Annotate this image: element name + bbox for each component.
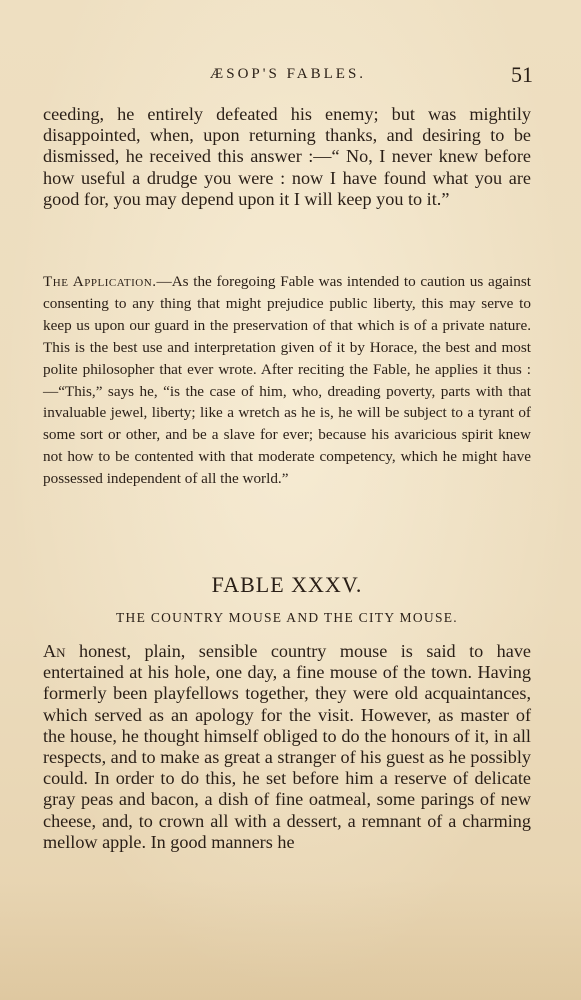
application-text: —As the foregoing Fable was intended to caution us against consenting to any thing that might prejudice public liberty, this may serve to keep us upon our guard in the preservation of that which is of a private nature. This is the best use and interpretation given of it by Horace, the best and most polite philosopher that ever wrote. After reciting the Fable, he applies it thus :—“This,” says he, “is the case of him, who, dreading poverty, parts with that invaluable jewel, liberty; like a wretch as he is, he will be subject to a tyrant of some sort or other, and be a slave for ever; because his avaricious spirit knew not how to be contented with that moderate competency, which he might have possessed independent of all the world.” bbox=[43, 273, 531, 488]
fable-title: FABLE XXXV. bbox=[211, 572, 363, 597]
page-number: 51 bbox=[511, 62, 533, 87]
application-paragraph bbox=[43, 271, 531, 490]
fable-text: honest, plain, sensible country mouse is said to have entertained at his hole, one day, a fine mouse of the town. Having formerly been playfellows together, they were old acquaintances, which served as an apology for the visit. However, as master of the house, he thought himself obliged to do the honours of it, in all respects, and to make as great a stranger of his guest as he possibly could. In order to do this, he set before him a reserve of delicate gray peas and bacon, a dish of fine oatmeal, some parings of new cheese, and, to crown all with a dessert, a remnant of a charming mellow apple. In good manners he bbox=[43, 641, 531, 852]
fable-paragraph bbox=[43, 641, 531, 853]
fable-subtitle: THE COUNTRY MOUSE AND THE CITY MOUSE. bbox=[116, 610, 458, 625]
paragraph-continuation: ceeding, he entirely defeated his enemy; but was mightily disappointed, when, upon returning thanks, and desiring to be dismissed, he received this answer :—“ No, I never knew before how useful a drudge you were : now I have found what you are good for, you may depend upon it I will keep you to it.” bbox=[43, 104, 531, 209]
paper-shading bbox=[0, 880, 581, 1000]
page-header bbox=[43, 62, 533, 92]
running-head: ÆSOP'S FABLES. bbox=[209, 66, 367, 82]
application-label: The Application. bbox=[43, 273, 157, 290]
fable-lead-word: An bbox=[43, 641, 66, 661]
